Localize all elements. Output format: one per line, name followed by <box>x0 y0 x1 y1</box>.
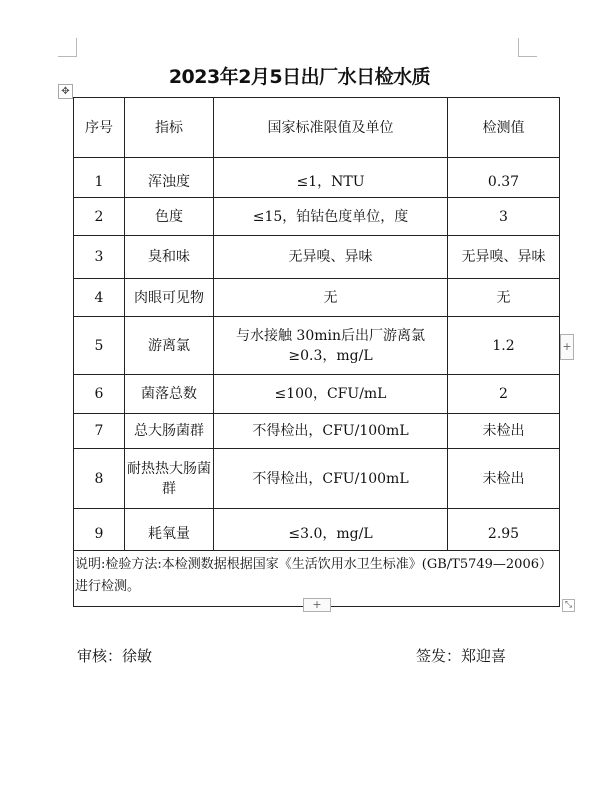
row-item-cell[interactable]: 菌落总数 <box>125 375 214 414</box>
row-no-cell[interactable]: 2 <box>74 198 125 236</box>
row-limit-cell[interactable]: 不得检出，CFU/100mL <box>214 449 448 509</box>
row-item-cell[interactable]: 耐热热大肠菌群 <box>125 449 214 509</box>
row-limit-cell[interactable]: 无 <box>214 279 448 317</box>
row-no-cell[interactable]: 8 <box>74 449 125 509</box>
header-cell-limit[interactable]: 国家标准限值及单位 <box>214 98 448 158</box>
table-row <box>74 279 560 317</box>
crop-mark-top-left <box>58 38 77 57</box>
header-cell-no[interactable]: 序号 <box>74 98 125 158</box>
water-quality-table <box>73 97 560 607</box>
header-cell-value[interactable]: 检测值 <box>448 98 560 158</box>
row-no-cell[interactable]: 5 <box>74 317 125 375</box>
table-row <box>74 317 560 375</box>
row-item-cell[interactable]: 耗氧量 <box>125 509 214 551</box>
row-no-cell[interactable]: 1 <box>74 158 125 198</box>
row-no-cell[interactable]: 3 <box>74 236 125 279</box>
table-row <box>74 198 560 236</box>
add-row-plus-icon[interactable]: + <box>303 598 331 612</box>
row-value-cell[interactable]: 2.95 <box>448 509 560 551</box>
row-item-cell[interactable]: 肉眼可见物 <box>125 279 214 317</box>
row-item-cell[interactable]: 色度 <box>125 198 214 236</box>
add-column-plus-icon[interactable]: + <box>560 334 574 360</box>
row-limit-cell[interactable]: ≤100，CFU/mL <box>214 375 448 414</box>
row-value-cell[interactable]: 无异嗅、异味 <box>448 236 560 279</box>
table-row <box>74 449 560 509</box>
row-limit-cell[interactable]: 不得检出，CFU/100mL <box>214 414 448 449</box>
table-resize-icon[interactable]: ⤡ <box>562 599 575 612</box>
table-row <box>74 414 560 449</box>
row-no-cell[interactable]: 6 <box>74 375 125 414</box>
row-value-cell[interactable]: 未检出 <box>448 449 560 509</box>
row-item-cell[interactable]: 臭和味 <box>125 236 214 279</box>
row-no-cell[interactable]: 7 <box>74 414 125 449</box>
row-item-cell[interactable]: 总大肠菌群 <box>125 414 214 449</box>
row-no-cell[interactable]: 4 <box>74 279 125 317</box>
reviewer-signature: 审核：徐敏 <box>77 647 153 665</box>
row-value-cell[interactable]: 无 <box>448 279 560 317</box>
table-row <box>74 236 560 279</box>
row-limit-cell[interactable]: 与水接触 30min后出厂游离氯≥0.3，mg/L <box>214 317 448 375</box>
row-limit-cell[interactable]: ≤1，NTU <box>214 158 448 198</box>
table-row <box>74 509 560 551</box>
table-row <box>74 375 560 414</box>
table-header-row <box>74 98 560 158</box>
table-note[interactable]: 说明:检验方法:本检测数据根据国家《生活饮用水卫生标准》(GB/T5749—2006）进行检测。 <box>74 551 560 607</box>
row-value-cell[interactable]: 0.37 <box>448 158 560 198</box>
row-value-cell[interactable]: 未检出 <box>448 414 560 449</box>
row-item-cell[interactable]: 浑浊度 <box>125 158 214 198</box>
row-value-cell[interactable]: 1.2 <box>448 317 560 375</box>
row-item-cell[interactable]: 游离氯 <box>125 317 214 375</box>
row-limit-cell[interactable]: ≤15，铂钴色度单位，度 <box>214 198 448 236</box>
document-title: 2023年2月5日出厂水日检水质 <box>168 66 431 88</box>
issuer-signature: 签发：郑迎喜 <box>416 647 507 665</box>
row-limit-cell[interactable]: 无异嗅、异味 <box>214 236 448 279</box>
table-row <box>74 158 560 198</box>
row-value-cell[interactable]: 3 <box>448 198 560 236</box>
header-cell-item[interactable]: 指标 <box>125 98 214 158</box>
table-move-handle-icon[interactable]: ✥ <box>58 84 73 99</box>
row-value-cell[interactable]: 2 <box>448 375 560 414</box>
row-no-cell[interactable]: 9 <box>74 509 125 551</box>
row-limit-cell[interactable]: ≤3.0，mg/L <box>214 509 448 551</box>
crop-mark-top-right <box>518 38 537 57</box>
